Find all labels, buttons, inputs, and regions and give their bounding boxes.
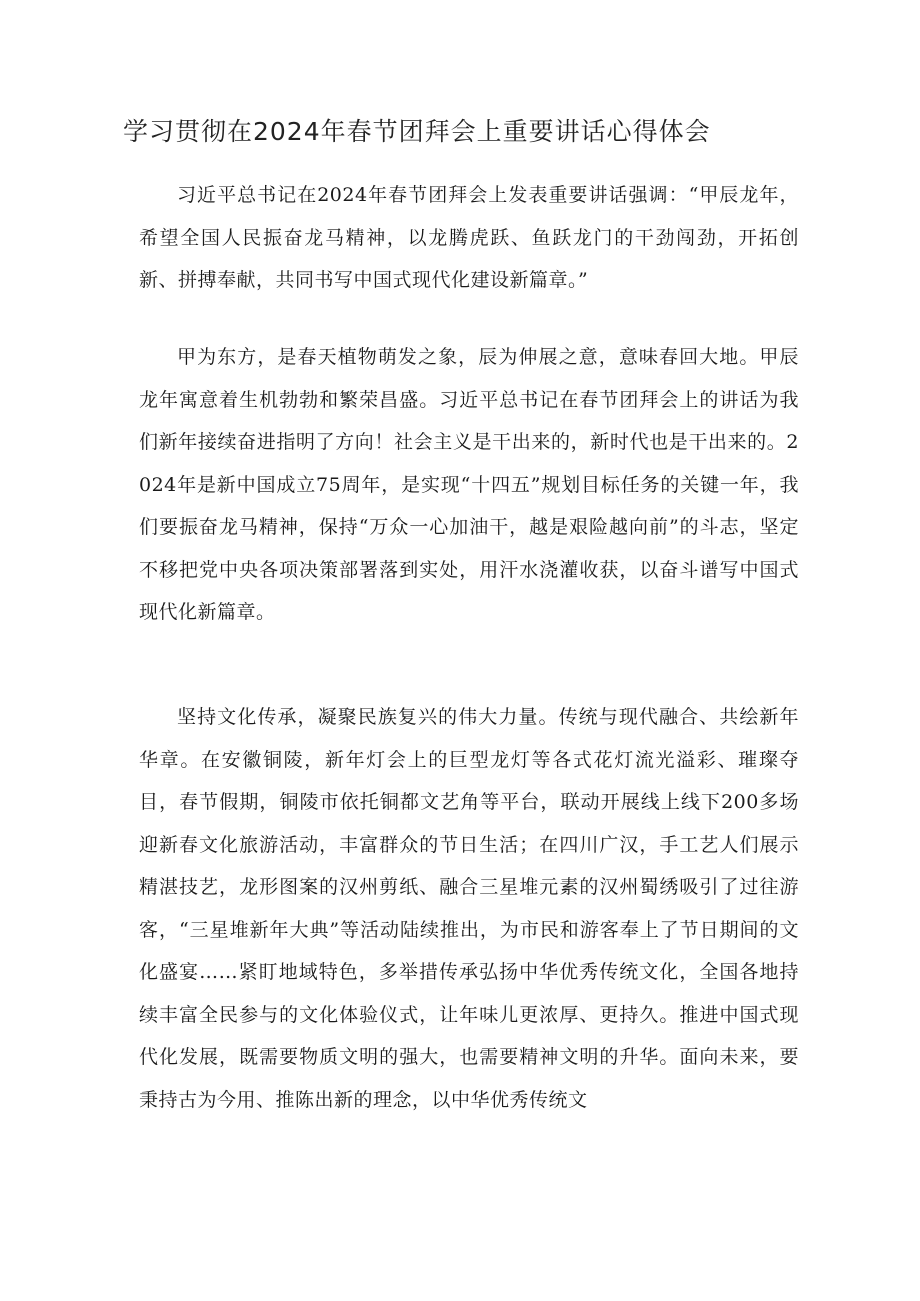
paragraph-1: 习近平总书记在2024年春节团拜会上发表重要讲话强调：“甲辰龙年，希望全国人民振奋龙马精神，以龙腾虎跃、鱼跃龙门的干劲闯劲，开拓创新、拼搏奉献，共同书写中国式现代化建设新篇章。” [139, 184, 799, 291]
paragraph-2: 甲为东方，是春天植物萌发之象，辰为伸展之意，意味春回大地。甲辰龙年寓意着生机勃勃和繁荣昌盛。习近平总书记在春节团拜会上的讲话为我们新年接续奋进指明了方向！社会主义是干出来的，新时代也是干出来的。2024年是新中国成立75周年，是实现“十四五”规划目标任务的关键一年，我们要振奋龙马精神，保持“万众一心加油干，越是艰险越向前”的斗志，坚定不移把党中央各项决策部署落到实处，用汗水浇灌收获，以奋斗谱写中国式现代化新篇章。 [139, 346, 799, 623]
paragraph-3: 坚持文化传承，凝聚民族复兴的伟大力量。传统与现代融合、共绘新年华章。在安徽铜陵，新年灯会上的巨型龙灯等各式花灯流光溢彩、璀璨夺目，春节假期，铜陵市依托铜都文艺角等平台，联动开展线上线下200多场迎新春文化旅游活动，丰富群众的节日生活；在四川广汉，手工艺人们展示精湛技艺，龙形图案的汉州剪纸、融合三星堆元素的汉州蜀绣吸引了过往游客，“三星堆新年大典”等活动陆续推出，为市民和游客奉上了节日期间的文化盛宴……紧盯地域特色，多举措传承弘扬中华优秀传统文化，全国各地持续丰富全民参与的文化体验仪式，让年味儿更浓厚、更持久。推进中国式现代化发展，既需要物质文明的强大，也需要精神文明的升华。面向未来，要秉持古为今用、推陈出新的理念，以中华优秀传统文 [139, 706, 799, 1111]
document-title: 学习贯彻在2024年春节团拜会上重要讲话心得体会 [123, 117, 711, 146]
